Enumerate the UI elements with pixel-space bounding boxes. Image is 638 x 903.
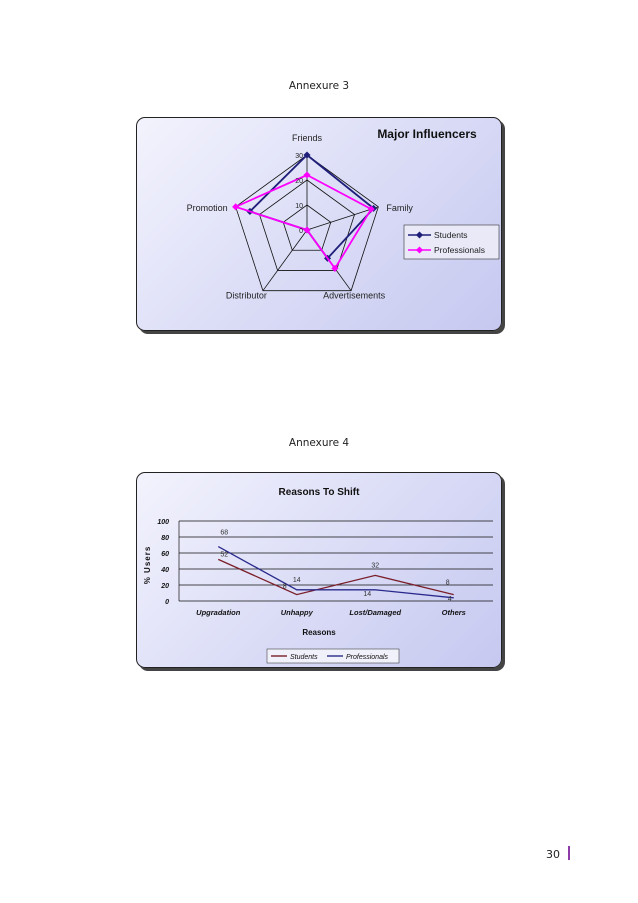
radar-point (303, 171, 310, 178)
line-chart-ytick: 100 (157, 519, 169, 526)
page-number: 30 (546, 848, 560, 861)
line-chart-data-label: 4 (447, 595, 452, 603)
line-chart-labels (157, 519, 466, 617)
radar-tick-label: 30 (295, 153, 303, 160)
page-number-accent (568, 846, 570, 860)
radar-point (232, 203, 239, 210)
line-chart-ytick: 0 (165, 599, 169, 606)
line-chart-data-label: 32 (371, 562, 380, 570)
radar-spoke (263, 230, 307, 291)
line-chart-data-label: 14 (363, 590, 372, 598)
line-chart-series (218, 547, 454, 598)
radar-category-label: Advertisements (323, 290, 386, 301)
line-chart-ytick: 20 (161, 583, 169, 590)
line-chart-data-label: 68 (220, 529, 229, 537)
radar-legend-label: Professionals (434, 245, 486, 255)
radar-legend-label: Students (434, 230, 468, 240)
line-chart-data-label: 14 (292, 576, 301, 584)
annexure-3-caption: Annexure 3 (288, 80, 350, 92)
line-chart-ytick: 80 (161, 535, 169, 542)
line-chart-ylabel: % Users (143, 545, 152, 585)
radar-chart (137, 118, 501, 330)
line-chart-xtick: Upgradation (196, 608, 241, 617)
radar-category-label: Friends (291, 133, 323, 143)
line-chart-data-label: 52 (220, 551, 229, 559)
line-chart-data-label: 8 (282, 583, 287, 591)
radar-category-label: Promotion (186, 202, 228, 213)
line-chart-legend (267, 649, 399, 663)
line-chart-ytick: 40 (161, 567, 169, 574)
line-chart-xtick: Others (441, 608, 466, 617)
radar-chart-panel (136, 117, 502, 331)
radar-tick-label: 20 (295, 178, 303, 185)
line-chart-ytick: 60 (161, 551, 169, 558)
radar-category-label: Distributor (225, 290, 267, 301)
line-chart-series-line (218, 547, 454, 598)
radar-category-label: Family (386, 202, 413, 213)
line-chart-title: Reasons To Shift (278, 487, 360, 498)
line-chart-xlabel: Reasons (302, 628, 336, 637)
line-chart-xtick: Lost/Damaged (349, 608, 402, 617)
radar-title: Major Influencers (377, 127, 477, 141)
radar-spoke (307, 207, 378, 230)
radar-tick-label: 10 (295, 203, 303, 210)
radar-legend (404, 225, 499, 259)
line-chart-panel (136, 472, 502, 668)
line-chart (137, 473, 501, 667)
line-chart-legend-label: Students (290, 654, 318, 661)
radar-labels (187, 133, 414, 301)
radar-tick-label: 0 (299, 228, 303, 235)
radar-series (232, 151, 377, 271)
line-chart-xtick: Unhappy (280, 608, 313, 617)
line-chart-legend-label: Professionals (346, 654, 389, 661)
annexure-4-caption: Annexure 4 (288, 437, 350, 449)
line-chart-data-label: 8 (445, 579, 450, 587)
